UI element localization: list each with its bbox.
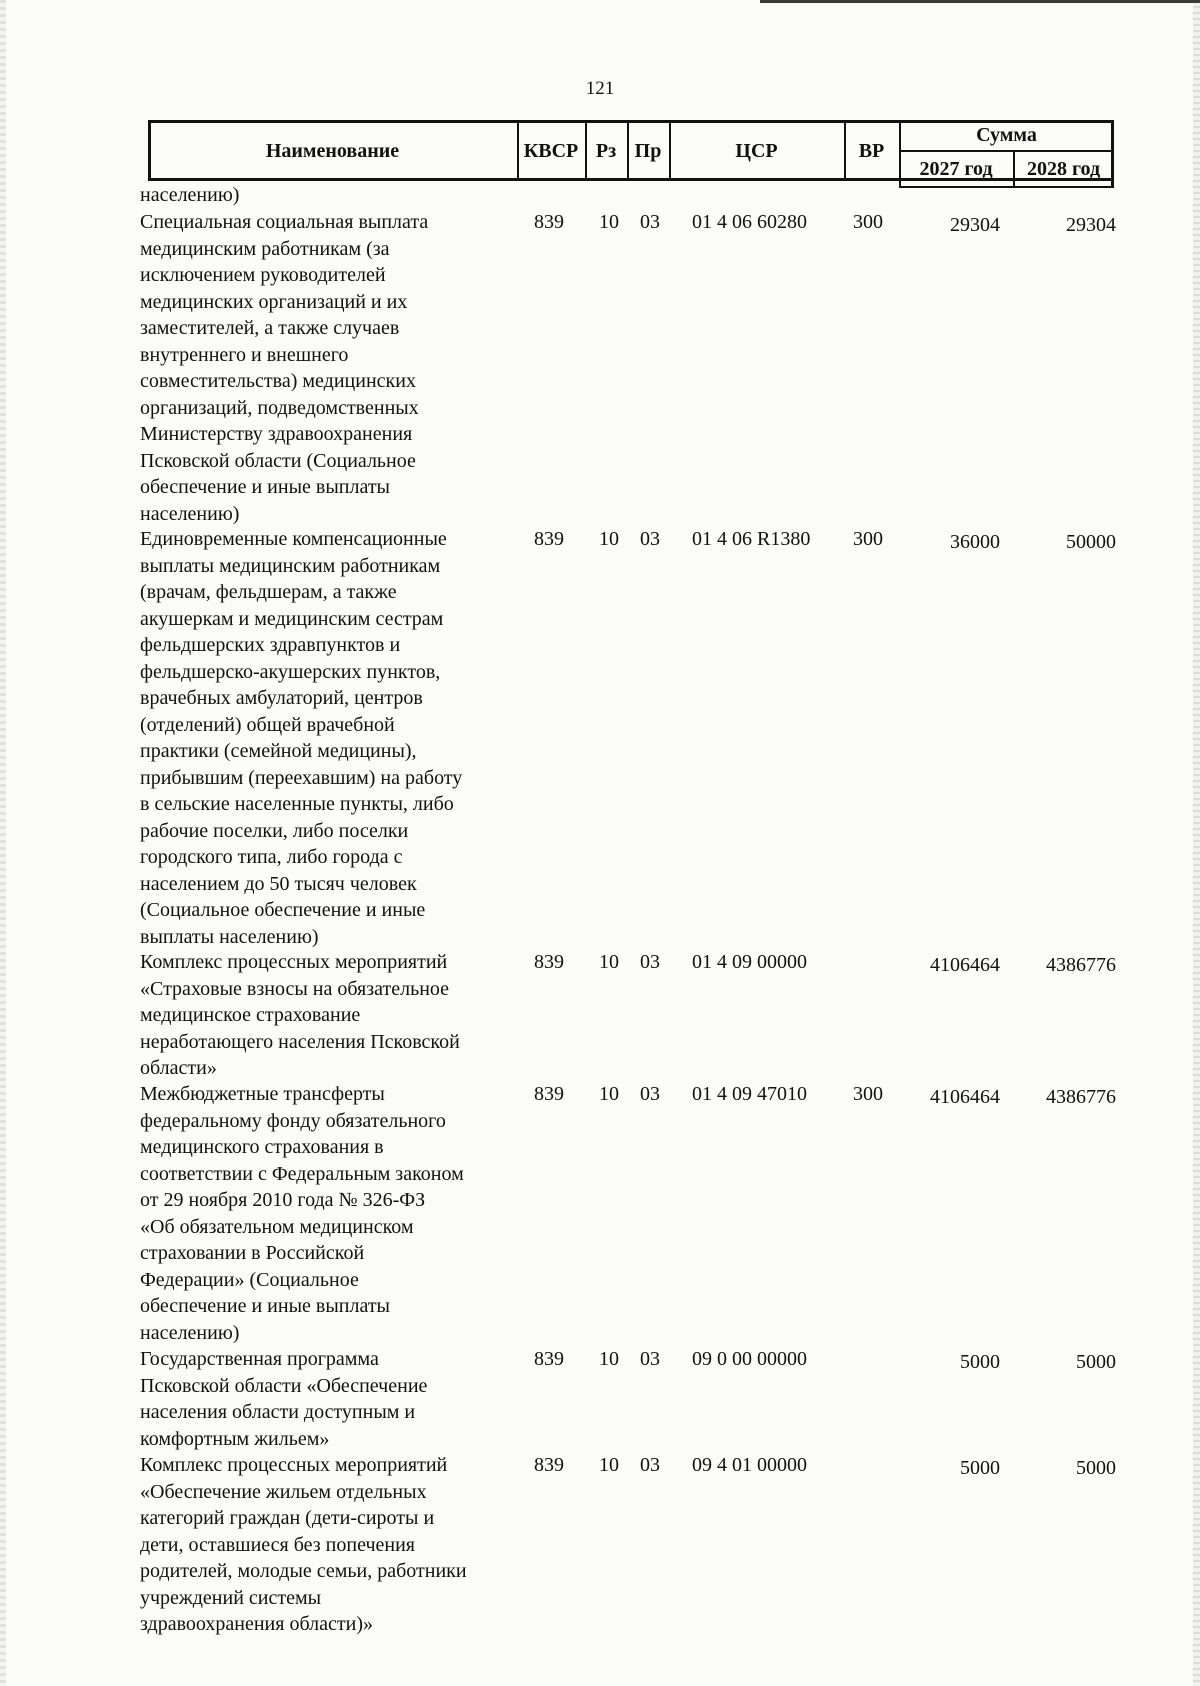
row-name: Государственная программа Псковской области «Обеспечение населения области доступным и комфортным жильем» [140,1348,428,1450]
header-pr: Пр [634,139,662,162]
header-kvsr: КВСР [523,139,579,162]
row-name: Единовременные компенсационные выплаты медицинским работникам (врачам, фельдшерам, а также акушеркам и медицинским сестрам фельдшерских здравпунктов и фельдшерско-акушерских пунктов, врачебных амбулаторий, центров (отделений) общей врачебной практики (семейной медицины), прибывшим (переехавшим) на работу в сельские населенные пункты, либо рабочие поселки, либо поселки городского типа, либо города с населением до 50 тысяч человек (Социальное обеспечение и иные выплаты населению) [140,528,463,948]
row-rz: 10 [599,1348,619,1370]
row-vr: 300 [853,528,883,550]
page-number: 121 [585,78,615,99]
row-name: Межбюджетные трансферты федеральному фонду обязательного медицинского страхования в соответствии с Федеральным законом от 29 ноября 2010 года № 326-ФЗ «Об обязательном медицинском страховании в Российской Федерации» (Социальное обеспечение и иные выплаты населению) [140,1083,464,1344]
row-rz: 10 [599,951,619,973]
row-kvsr: 839 [534,951,564,973]
row-rz: 10 [599,1454,619,1476]
row-kvsr: 839 [534,1454,564,1476]
row-name: населению) [140,184,240,206]
row-csr: 01 4 06 60280 [692,211,807,233]
row-pr: 03 [640,528,660,550]
row-pr: 03 [640,211,660,233]
row-sum-2027: 36000 [950,531,1000,553]
row-pr: 03 [640,1454,660,1476]
row-pr: 03 [640,1083,660,1105]
header-csr: ЦСР [735,139,778,162]
row-kvsr: 839 [534,1348,564,1370]
row-sum-2028: 50000 [1066,531,1116,553]
row-sum-2027: 4106464 [930,954,1000,976]
row-csr: 01 4 09 47010 [692,1083,807,1105]
row-sum-2028: 29304 [1066,214,1116,236]
row-kvsr: 839 [534,1083,564,1105]
row-csr: 01 4 09 00000 [692,951,807,973]
row-sum-2028: 5000 [1076,1351,1116,1373]
scan-edge-right [1193,0,1200,1686]
row-rz: 10 [599,528,619,550]
row-sum-2027: 5000 [960,1457,1000,1479]
row-sum-2028: 4386776 [1046,1086,1116,1108]
header-year-2028: 2028 год [1026,158,1101,180]
row-name: Комплекс процессных мероприятий «Обеспечение жильем отдельных категорий граждан (дети-сироты и дети, оставшиеся без попечения родителей, молодые семьи, работники учреждений системы здравоохранения области)» [140,1454,467,1635]
row-vr: 300 [853,211,883,233]
row-pr: 03 [640,951,660,973]
row-sum-2028: 4386776 [1046,954,1116,976]
row-sum-2027: 5000 [960,1351,1000,1373]
row-name: Комплекс процессных мероприятий «Страховые взносы на обязательное медицинское страхование неработающего населения Псковской области» [140,951,460,1079]
scan-top-bar [760,0,1200,3]
row-csr: 09 4 01 00000 [692,1454,807,1476]
row-sum-2028: 5000 [1076,1457,1116,1479]
row-vr: 300 [853,1083,883,1105]
row-sum-2027: 4106464 [930,1086,1000,1108]
header-name: Наименование [265,139,400,162]
header-vr: ВР [858,139,885,162]
row-rz: 10 [599,211,619,233]
row-rz: 10 [599,1083,619,1105]
row-kvsr: 839 [534,211,564,233]
row-csr: 09 0 00 00000 [692,1348,807,1370]
row-pr: 03 [640,1348,660,1370]
header-sum: Сумма [976,124,1037,146]
header-year-bottom [899,186,1114,188]
scan-edge-left [0,0,6,1686]
header-rz: Рз [595,139,617,162]
row-sum-2027: 29304 [950,214,1000,236]
row-kvsr: 839 [534,528,564,550]
row-name: Специальная социальная выплата медицинским работникам (за исключением руководителей медицинских организаций и их заместителей, а также случаев внутреннего и внешнего совместительства) медицинских организаций, подведомственных Министерству здравоохранения Псковской области (Социальное обеспечение и иные выплаты населению) [140,211,429,525]
row-csr: 01 4 06 R1380 [692,528,811,550]
header-year-2027: 2027 год [919,158,993,180]
